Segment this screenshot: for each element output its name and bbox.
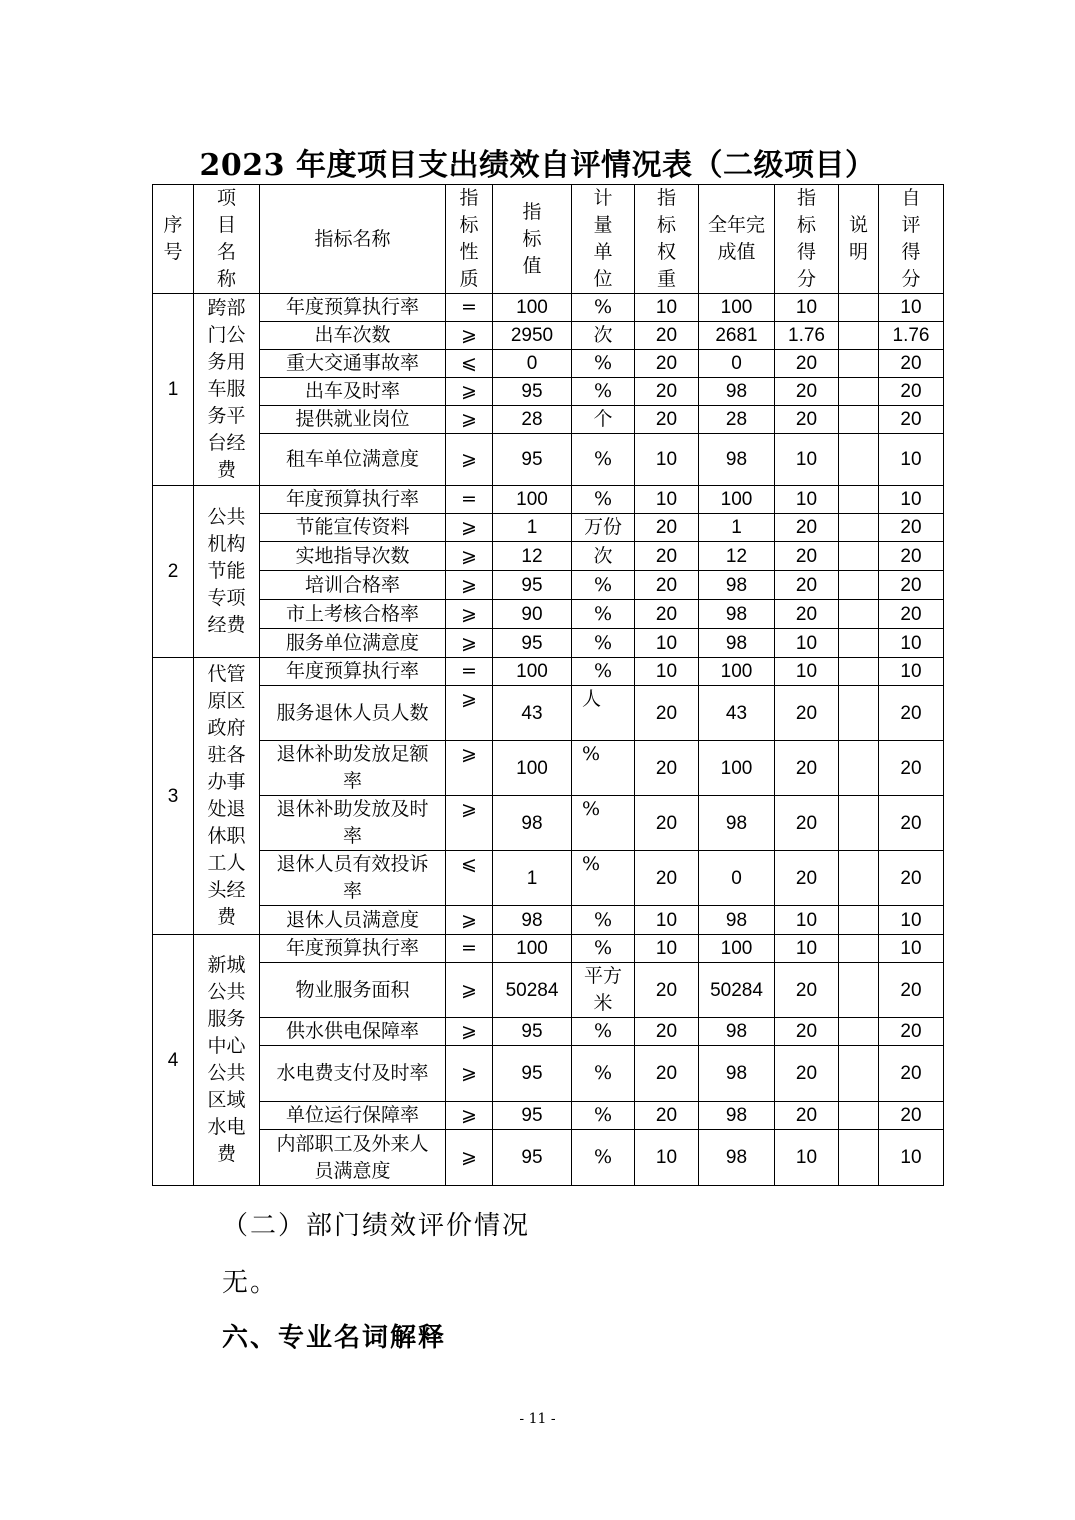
cell-score: 10 xyxy=(775,434,839,486)
cell-actual: 98 xyxy=(699,434,775,486)
column-header-label: 项目名称 xyxy=(216,187,236,290)
cell-unit: % xyxy=(572,1130,635,1186)
cell-self: 20 xyxy=(879,600,944,629)
cell-score: 10 xyxy=(775,1130,839,1186)
cell-weight: 20 xyxy=(635,1018,699,1046)
cell-actual: 98 xyxy=(699,1018,775,1046)
cell-unit: % xyxy=(572,434,635,486)
cell-unit: % xyxy=(572,1102,635,1130)
cell-unit: % xyxy=(572,1018,635,1046)
column-header xyxy=(194,185,260,294)
cell-self: 20 xyxy=(879,686,944,741)
column-header-label: 自评得分 xyxy=(901,187,921,290)
cell-note xyxy=(839,434,879,486)
cell-unit: % xyxy=(572,935,635,963)
cell-note xyxy=(839,350,879,378)
cell-value: 95 xyxy=(493,571,572,600)
cell-weight: 20 xyxy=(635,350,699,378)
cell-score: 20 xyxy=(775,851,839,906)
cell-weight: 10 xyxy=(635,629,699,658)
cell-nature: ⩾ xyxy=(446,434,493,486)
cell-name: 节能宣传资料 xyxy=(260,514,446,542)
cell-unit: % xyxy=(572,378,635,406)
cell-name: 年度预算执行率 xyxy=(260,486,446,514)
cell-name: 内部职工及外来人员满意度 xyxy=(260,1130,446,1186)
cell-unit: % xyxy=(572,486,635,514)
cell-nature: ⩾ xyxy=(446,1018,493,1046)
cell-name: 实地指导次数 xyxy=(260,542,446,571)
cell-name: 供水供电保障率 xyxy=(260,1018,446,1046)
cell-actual: 2681 xyxy=(699,322,775,350)
cell-unit: 人 xyxy=(572,686,635,741)
cell-weight: 10 xyxy=(635,486,699,514)
cell-name: 物业服务面积 xyxy=(260,963,446,1018)
cell-score: 20 xyxy=(775,686,839,741)
cell-unit: % xyxy=(572,600,635,629)
cell-value: 95 xyxy=(493,1130,572,1186)
cell-value: 95 xyxy=(493,1018,572,1046)
cell-self: 10 xyxy=(879,629,944,658)
cell-actual: 98 xyxy=(699,1046,775,1102)
cell-value: 95 xyxy=(493,378,572,406)
cell-note xyxy=(839,542,879,571)
cell-score: 20 xyxy=(775,378,839,406)
performance-table xyxy=(152,184,944,1186)
cell-self: 10 xyxy=(879,486,944,514)
cell-score: 20 xyxy=(775,1018,839,1046)
cell-self: 10 xyxy=(879,935,944,963)
cell-value: 90 xyxy=(493,600,572,629)
cell-nature: = xyxy=(446,935,493,963)
cell-self: 20 xyxy=(879,796,944,851)
cell-actual: 98 xyxy=(699,1130,775,1186)
cell-weight: 10 xyxy=(635,906,699,935)
cell-value: 100 xyxy=(493,935,572,963)
column-header-label: 指标得分 xyxy=(796,187,816,290)
cell-name: 培训合格率 xyxy=(260,571,446,600)
cell-unit: 个 xyxy=(572,406,635,434)
column-header xyxy=(775,185,839,294)
cell-actual: 28 xyxy=(699,406,775,434)
cell-actual: 98 xyxy=(699,1102,775,1130)
cell-value: 1 xyxy=(493,514,572,542)
cell-name: 退休人员有效投诉率 xyxy=(260,851,446,906)
cell-value: 95 xyxy=(493,1046,572,1102)
cell-score: 20 xyxy=(775,963,839,1018)
cell-score: 20 xyxy=(775,406,839,434)
cell-self: 10 xyxy=(879,434,944,486)
cell-score: 20 xyxy=(775,542,839,571)
cell-self: 20 xyxy=(879,514,944,542)
cell-value: 50284 xyxy=(493,963,572,1018)
cell-note xyxy=(839,851,879,906)
cell-nature: ⩾ xyxy=(446,322,493,350)
table-row xyxy=(153,1130,944,1186)
cell-note xyxy=(839,514,879,542)
cell-nature: ⩾ xyxy=(446,542,493,571)
cell-unit: % xyxy=(572,658,635,686)
cell-self: 20 xyxy=(879,1018,944,1046)
project-name xyxy=(194,658,260,935)
section-two-body: 无。 xyxy=(222,1268,279,1298)
cell-self: 20 xyxy=(879,406,944,434)
cell-unit: 次 xyxy=(572,322,635,350)
column-header xyxy=(572,185,635,294)
table-row xyxy=(153,963,944,1018)
cell-weight: 20 xyxy=(635,571,699,600)
column-header-label: 说明 xyxy=(848,214,868,263)
cell-unit: % xyxy=(572,294,635,322)
column-header-label: 计量单位 xyxy=(593,187,613,290)
cell-self: 10 xyxy=(879,906,944,935)
cell-note xyxy=(839,629,879,658)
cell-value: 100 xyxy=(493,658,572,686)
cell-unit: 平方米 xyxy=(572,963,635,1018)
cell-weight: 20 xyxy=(635,851,699,906)
column-header-label: 指标值 xyxy=(522,200,542,277)
cell-score: 20 xyxy=(775,600,839,629)
cell-value: 2950 xyxy=(493,322,572,350)
cell-value: 100 xyxy=(493,486,572,514)
cell-note xyxy=(839,935,879,963)
cell-nature: ⩽ xyxy=(446,350,493,378)
cell-weight: 20 xyxy=(635,406,699,434)
cell-note xyxy=(839,658,879,686)
table-row xyxy=(153,294,944,322)
cell-weight: 20 xyxy=(635,963,699,1018)
group-index: 1 xyxy=(153,294,194,486)
cell-name: 服务单位满意度 xyxy=(260,629,446,658)
cell-weight: 10 xyxy=(635,658,699,686)
cell-name: 年度预算执行率 xyxy=(260,294,446,322)
cell-score: 20 xyxy=(775,1046,839,1102)
cell-self: 20 xyxy=(879,571,944,600)
project-name xyxy=(194,294,260,486)
cell-note xyxy=(839,1102,879,1130)
table-row xyxy=(153,378,944,406)
project-name xyxy=(194,486,260,658)
cell-actual: 100 xyxy=(699,486,775,514)
cell-unit: % xyxy=(572,571,635,600)
cell-weight: 20 xyxy=(635,378,699,406)
cell-self: 10 xyxy=(879,294,944,322)
cell-nature: ⩾ xyxy=(446,1046,493,1102)
cell-note xyxy=(839,741,879,796)
project-name xyxy=(194,935,260,1186)
page-number: - 11 - xyxy=(519,1411,556,1427)
cell-actual: 98 xyxy=(699,378,775,406)
cell-weight: 20 xyxy=(635,542,699,571)
table-row xyxy=(153,741,944,796)
cell-nature: = xyxy=(446,486,493,514)
cell-actual: 1 xyxy=(699,514,775,542)
cell-actual: 100 xyxy=(699,294,775,322)
table-header-row xyxy=(153,185,944,294)
column-header xyxy=(493,185,572,294)
column-header xyxy=(260,185,446,294)
cell-self: 20 xyxy=(879,1102,944,1130)
table-row xyxy=(153,629,944,658)
cell-weight: 20 xyxy=(635,741,699,796)
cell-name: 退休人员满意度 xyxy=(260,906,446,935)
column-header-label: 全年完成值 xyxy=(707,214,765,263)
cell-weight: 20 xyxy=(635,686,699,741)
column-header-label: 指标性质 xyxy=(459,187,479,290)
cell-value: 12 xyxy=(493,542,572,571)
cell-score: 1.76 xyxy=(775,322,839,350)
cell-value: 95 xyxy=(493,1102,572,1130)
cell-name: 退休补助发放及时率 xyxy=(260,796,446,851)
cell-self: 20 xyxy=(879,741,944,796)
cell-note xyxy=(839,963,879,1018)
cell-value: 95 xyxy=(493,434,572,486)
column-header-label: 序号 xyxy=(163,214,183,263)
cell-name: 重大交通事故率 xyxy=(260,350,446,378)
cell-actual: 0 xyxy=(699,851,775,906)
cell-score: 20 xyxy=(775,350,839,378)
column-header xyxy=(153,185,194,294)
cell-note xyxy=(839,294,879,322)
cell-unit: % xyxy=(572,350,635,378)
cell-note xyxy=(839,906,879,935)
section-six-heading: 六、专业名词解释 xyxy=(222,1323,447,1353)
cell-actual: 0 xyxy=(699,350,775,378)
cell-nature: = xyxy=(446,658,493,686)
cell-nature: ⩾ xyxy=(446,571,493,600)
cell-actual: 43 xyxy=(699,686,775,741)
cell-value: 98 xyxy=(493,796,572,851)
column-header xyxy=(635,185,699,294)
cell-actual: 98 xyxy=(699,629,775,658)
group-index: 4 xyxy=(153,935,194,1186)
cell-name: 年度预算执行率 xyxy=(260,658,446,686)
cell-name: 单位运行保障率 xyxy=(260,1102,446,1130)
cell-actual: 98 xyxy=(699,600,775,629)
cell-name: 水电费支付及时率 xyxy=(260,1046,446,1102)
table-row xyxy=(153,486,944,514)
cell-weight: 10 xyxy=(635,294,699,322)
cell-actual: 100 xyxy=(699,741,775,796)
column-header xyxy=(446,185,493,294)
cell-name: 租车单位满意度 xyxy=(260,434,446,486)
cell-note xyxy=(839,1018,879,1046)
cell-self: 20 xyxy=(879,378,944,406)
table-row xyxy=(153,322,944,350)
table-row xyxy=(153,935,944,963)
cell-nature: ⩽ xyxy=(446,851,493,906)
column-header-label: 指标权重 xyxy=(656,187,676,290)
section-two-title: （二）部门绩效评价情况 xyxy=(222,1211,531,1241)
cell-note xyxy=(839,322,879,350)
table-row xyxy=(153,796,944,851)
cell-value: 0 xyxy=(493,350,572,378)
cell-note xyxy=(839,406,879,434)
column-header xyxy=(839,185,879,294)
cell-nature: ⩾ xyxy=(446,796,493,851)
table-row xyxy=(153,514,944,542)
project-name-label: 跨部门公务用车服务平台经费 xyxy=(207,297,246,481)
cell-value: 1 xyxy=(493,851,572,906)
cell-note xyxy=(839,1130,879,1186)
cell-actual: 100 xyxy=(699,658,775,686)
cell-note xyxy=(839,796,879,851)
cell-actual: 50284 xyxy=(699,963,775,1018)
cell-name: 出车及时率 xyxy=(260,378,446,406)
cell-nature: ⩾ xyxy=(446,963,493,1018)
table-row xyxy=(153,406,944,434)
cell-self: 10 xyxy=(879,658,944,686)
project-name-label: 公共机构节能专项经费 xyxy=(207,506,246,636)
table-body xyxy=(153,294,944,1186)
group-index: 3 xyxy=(153,658,194,935)
column-header xyxy=(879,185,944,294)
cell-name: 提供就业岗位 xyxy=(260,406,446,434)
cell-nature: ⩾ xyxy=(446,741,493,796)
table-row xyxy=(153,542,944,571)
cell-note xyxy=(839,1046,879,1102)
cell-score: 10 xyxy=(775,629,839,658)
cell-nature: = xyxy=(446,294,493,322)
cell-name: 出车次数 xyxy=(260,322,446,350)
table-row xyxy=(153,1018,944,1046)
cell-score: 20 xyxy=(775,741,839,796)
cell-name: 年度预算执行率 xyxy=(260,935,446,963)
table-row xyxy=(153,1102,944,1130)
table-row xyxy=(153,571,944,600)
cell-actual: 12 xyxy=(699,542,775,571)
cell-weight: 20 xyxy=(635,600,699,629)
cell-score: 10 xyxy=(775,906,839,935)
table-row xyxy=(153,434,944,486)
cell-nature: ⩾ xyxy=(446,600,493,629)
cell-value: 43 xyxy=(493,686,572,741)
cell-self: 20 xyxy=(879,350,944,378)
cell-weight: 20 xyxy=(635,1046,699,1102)
cell-nature: ⩾ xyxy=(446,1130,493,1186)
table-row xyxy=(153,350,944,378)
cell-self: 1.76 xyxy=(879,322,944,350)
cell-actual: 100 xyxy=(699,935,775,963)
cell-unit: % xyxy=(572,796,635,851)
cell-note xyxy=(839,571,879,600)
cell-weight: 10 xyxy=(635,1130,699,1186)
project-name-label: 新城公共服务中心公共区域水电费 xyxy=(207,954,246,1165)
cell-self: 20 xyxy=(879,963,944,1018)
cell-self: 10 xyxy=(879,1130,944,1186)
cell-unit: % xyxy=(572,741,635,796)
cell-self: 20 xyxy=(879,1046,944,1102)
column-header xyxy=(699,185,775,294)
cell-score: 20 xyxy=(775,1102,839,1130)
cell-score: 20 xyxy=(775,514,839,542)
cell-nature: ⩾ xyxy=(446,406,493,434)
cell-nature: ⩾ xyxy=(446,378,493,406)
cell-unit: % xyxy=(572,851,635,906)
cell-unit: 万份 xyxy=(572,514,635,542)
cell-value: 98 xyxy=(493,906,572,935)
cell-weight: 10 xyxy=(635,434,699,486)
table-row xyxy=(153,658,944,686)
cell-nature: ⩾ xyxy=(446,629,493,658)
cell-unit: % xyxy=(572,1046,635,1102)
cell-unit: % xyxy=(572,629,635,658)
cell-nature: ⩾ xyxy=(446,686,493,741)
cell-value: 95 xyxy=(493,629,572,658)
cell-self: 20 xyxy=(879,851,944,906)
cell-score: 10 xyxy=(775,486,839,514)
table-row xyxy=(153,906,944,935)
cell-value: 100 xyxy=(493,294,572,322)
cell-nature: ⩾ xyxy=(446,514,493,542)
group-index: 2 xyxy=(153,486,194,658)
cell-self: 20 xyxy=(879,542,944,571)
cell-unit: % xyxy=(572,906,635,935)
cell-name: 市上考核合格率 xyxy=(260,600,446,629)
page-title: 2023 年度项目支出绩效自评情况表（二级项目） xyxy=(199,148,876,183)
cell-weight: 10 xyxy=(635,935,699,963)
cell-value: 100 xyxy=(493,741,572,796)
cell-actual: 98 xyxy=(699,906,775,935)
column-header-label: 指标名称 xyxy=(314,227,391,250)
cell-score: 20 xyxy=(775,796,839,851)
cell-weight: 20 xyxy=(635,514,699,542)
cell-nature: ⩾ xyxy=(446,906,493,935)
table-row xyxy=(153,600,944,629)
cell-unit: 次 xyxy=(572,542,635,571)
cell-score: 10 xyxy=(775,935,839,963)
cell-actual: 98 xyxy=(699,796,775,851)
cell-value: 28 xyxy=(493,406,572,434)
table-row xyxy=(153,851,944,906)
cell-name: 退休补助发放足额率 xyxy=(260,741,446,796)
cell-actual: 98 xyxy=(699,571,775,600)
table-row xyxy=(153,686,944,741)
table-row xyxy=(153,1046,944,1102)
cell-weight: 20 xyxy=(635,796,699,851)
cell-weight: 20 xyxy=(635,1102,699,1130)
cell-score: 20 xyxy=(775,571,839,600)
cell-weight: 20 xyxy=(635,322,699,350)
cell-nature: ⩾ xyxy=(446,1102,493,1130)
project-name-label: 代管原区政府驻各办事处退休职工人头经费 xyxy=(207,663,246,928)
cell-score: 10 xyxy=(775,294,839,322)
cell-note xyxy=(839,378,879,406)
cell-name: 服务退休人员人数 xyxy=(260,686,446,741)
cell-note xyxy=(839,486,879,514)
cell-score: 10 xyxy=(775,658,839,686)
cell-note xyxy=(839,600,879,629)
cell-note xyxy=(839,686,879,741)
